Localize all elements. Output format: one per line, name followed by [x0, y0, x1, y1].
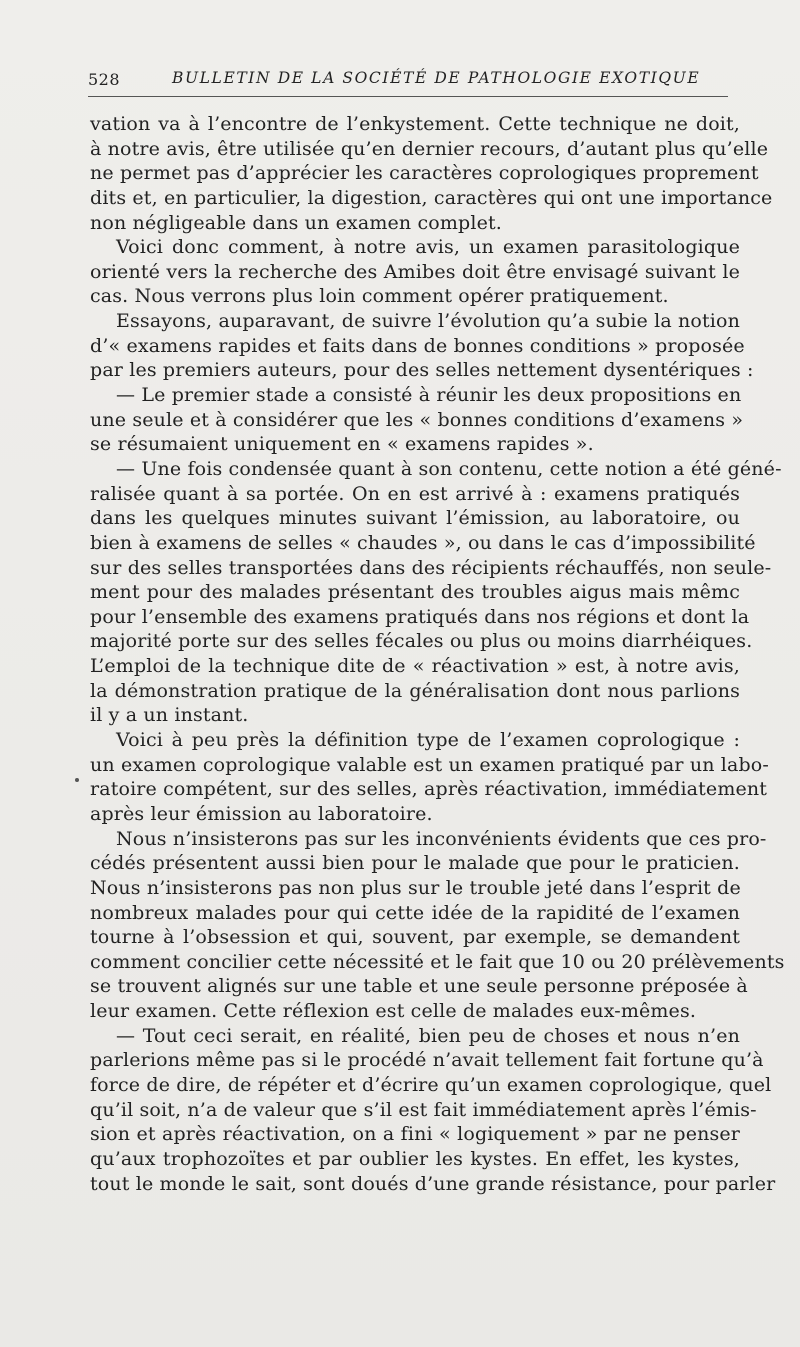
text-line: non négligeable dans un examen complet. — [90, 211, 502, 234]
text-line: se résumaient uniquement en « examens rapides ». — [90, 433, 594, 456]
text-line: Voici donc comment, à notre avis, un examen parasitologique — [116, 236, 740, 259]
text-line: sur des selles transportées dans des récipients réchauffés, non seule- — [90, 556, 772, 579]
text-line: parlerions même pas si le procédé n’avait tellement fait fortune qu’à — [90, 1049, 764, 1072]
text-line: tout le monde le sait, sont doués d’une grande résistance, pour parler — [90, 1172, 776, 1195]
running-head: BULLETIN DE LA SOCIÉTÉ DE PATHOLOGIE EXOTIQUE — [172, 69, 701, 87]
text-line: comment concilier cette nécessité et le fait que 10 ou 20 prélèvements — [90, 950, 785, 973]
text-line: L’emploi de la technique dite de « réactivation » est, à notre avis, — [90, 655, 740, 678]
margin-mark — [75, 778, 79, 782]
page-header — [88, 66, 728, 96]
text-line: il y a un instant. — [90, 704, 249, 727]
text-line: cédés présentent aussi bien pour le malade que pour le praticien. — [90, 852, 740, 875]
text-line: par les premiers auteurs, pour des selles nettement dysentériques : — [90, 359, 754, 382]
text-line: Voici à peu près la définition type de l’examen coprologique : — [116, 729, 740, 752]
text-line: nombreux malades pour qui cette idée de la rapidité de l’examen — [90, 901, 740, 924]
text-line: qu’aux trophozoïtes et par oublier les kystes. En effet, les kystes, — [90, 1147, 740, 1170]
text-line: orienté vers la recherche des Amibes doit être envisagé suivant le — [90, 260, 740, 283]
text-line: — Tout ceci serait, en réalité, bien peu de choses et nous n’en — [116, 1024, 740, 1047]
text-line: dits et, en particulier, la digestion, caractères qui ont une importance — [90, 186, 773, 209]
text-line: Essayons, auparavant, de suivre l’évolution qu’a subie la notion — [116, 310, 740, 333]
text-line: pour l’ensemble des examens pratiqués dans nos régions et dont la — [90, 605, 750, 628]
text-line: d’« examens rapides et faits dans de bonnes conditions » proposée — [90, 334, 745, 357]
text-line: ment pour des malades présentant des troubles aigus mais mêmc — [90, 581, 740, 604]
text-line: ne permet pas d’apprécier les caractères coprologiques proprement — [90, 162, 759, 185]
text-line: bien à examens de selles « chaudes », ou dans le cas d’impossibilité — [90, 531, 756, 554]
body-text — [90, 112, 785, 1196]
text-line: dans les quelques minutes suivant l’émission, au laboratoire, ou — [90, 507, 740, 530]
text-line: une seule et à considérer que les « bonnes conditions d’examens » — [90, 408, 744, 431]
text-line: ralisée quant à sa portée. On en est arrivé à : examens pratiqués — [90, 482, 740, 505]
header-rule — [88, 96, 728, 97]
text-line: après leur émission au laboratoire. — [90, 802, 433, 825]
text-line: sion et après réactivation, on a fini « logiquement » par ne penser — [90, 1123, 740, 1146]
text-line: la démonstration pratique de la généralisation dont nous parlions — [90, 679, 740, 702]
text-line: ratoire compétent, sur des selles, après réactivation, immédiatement — [90, 778, 768, 801]
text-line: — Une fois condensée quant à son contenu, cette notion a été géné- — [116, 457, 782, 480]
text-line: leur examen. Cette réflexion est celle de malades eux-mêmes. — [90, 1000, 697, 1023]
text-line: majorité porte sur des selles fécales ou plus ou moins diarrhéiques. — [90, 630, 753, 653]
text-line: Nous n’insisterons pas sur les inconvénients évidents que ces pro- — [116, 827, 767, 850]
text-line: tourne à l’obsession et qui, souvent, par exemple, se demandent — [90, 926, 740, 949]
page-number: 528 — [88, 70, 121, 89]
text-line: à notre avis, être utilisée qu’en dernier recours, d’autant plus qu’elle — [90, 137, 769, 160]
text-line: se trouvent alignés sur une table et une seule personne préposée à — [90, 975, 748, 998]
text-line: un examen coprologique valable est un examen pratiqué par un labo- — [90, 753, 769, 776]
text-line: — Le premier stade a consisté à réunir les deux propositions en — [116, 384, 742, 407]
text-line: vation va à l’encontre de l’enkystement. Cette technique ne doit, — [90, 113, 740, 135]
text-line: qu’il soit, n’a de valeur que s’il est fait immédiatement après l’émis- — [90, 1098, 757, 1121]
text-line: cas. Nous verrons plus loin comment opérer pratiquement. — [90, 285, 669, 308]
text-line: force de dire, de répéter et d’écrire qu’un examen coprologique, quel — [90, 1073, 772, 1096]
text-line: Nous n’insisterons pas non plus sur le trouble jeté dans l’esprit de — [90, 876, 741, 899]
